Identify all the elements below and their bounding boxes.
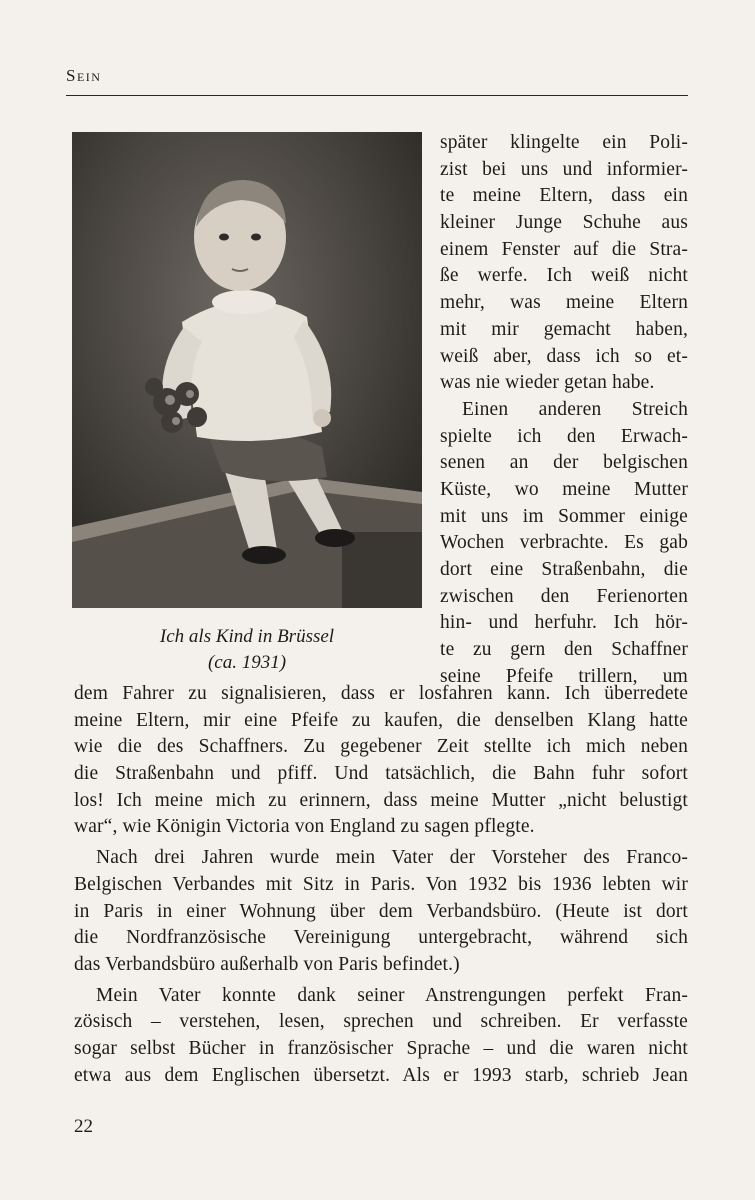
text-line: Belgischen Verbandes mit Sitz in Paris. Von 1932 bis 1936 lebten wir	[74, 873, 688, 895]
narrow-text-column	[440, 130, 688, 690]
text-line: sogar selbst Bücher in französischer Sprache – und die waren nicht	[74, 1037, 688, 1059]
caption-line: (ca. 1931)	[207, 652, 287, 673]
text-line: Küste, wo meine Mutter	[440, 478, 688, 500]
text-line: kleiner Junge Schuhe aus	[440, 212, 688, 234]
text-line: später klingelte ein Poli-	[440, 132, 688, 153]
text-line: te meine Eltern, dass ein	[440, 185, 688, 207]
photo-caption	[72, 624, 422, 676]
text-line: die Straßenbahn und pfiff. Und tatsächlich, die Bahn fuhr sofort	[74, 763, 688, 785]
text-line: hin- und herfuhr. Ich hör-	[440, 612, 688, 634]
text-line: mit uns im Sommer einige	[440, 505, 688, 527]
text-line: Nach drei Jahren wurde mein Vater der Vorsteher des Franco-	[96, 847, 688, 869]
text-line: meine Eltern, mir eine Pfeife zu kaufen, die denselben Klang hatte	[74, 709, 688, 731]
text-line: te zu gern den Schaffner	[440, 639, 688, 661]
page-number: 22	[74, 1116, 93, 1137]
caption-line: Ich als Kind in Brüssel	[159, 626, 335, 647]
text-line: mit mir gemacht haben,	[440, 318, 688, 340]
text-line: Mein Vater konnte dank seiner Anstrengungen perfekt Fran-	[96, 984, 688, 1006]
text-line: in Paris in einer Wohnung über dem Verbandsbüro. (Heute ist dort	[74, 900, 688, 922]
text-line: zösisch – verstehen, lesen, sprechen und schreiben. Er verfasste	[74, 1011, 688, 1033]
text-line: das Verbandsbüro außerhalb von Paris befindet.)	[74, 953, 460, 975]
text-line: spielte ich den Erwach-	[440, 425, 688, 447]
text-line: wie die des Schaffners. Zu gegebener Zeit stellte ich mich neben	[74, 736, 688, 758]
text-line: mehr, was meine Eltern	[440, 292, 688, 314]
text-line: dem Fahrer zu signalisieren, dass er losfahren kann. Ich überredete	[74, 683, 688, 704]
full-width-text	[74, 681, 688, 1089]
text-line: die Nordfranzösische Vereinigung untergebracht, während sich	[74, 927, 688, 949]
text-line: was nie wieder getan habe.	[440, 372, 655, 394]
text-line: zwischen den Ferienorten	[440, 585, 688, 607]
text-line: einem Fenster auf die Stra-	[440, 238, 688, 260]
text-line: los! Ich meine mich zu erinnern, dass meine Mutter „nicht belustigt	[74, 789, 688, 811]
text-line: Einen anderen Streich	[462, 398, 688, 420]
text-line: seine Pfeife trillern, um	[440, 665, 688, 687]
text-line: dort eine Straßenbahn, die	[440, 559, 688, 580]
photo-illustration	[72, 132, 422, 608]
header-rule	[66, 95, 688, 96]
text-line: Wochen verbrachte. Es gab	[440, 532, 688, 554]
text-line: weiß aber, dass ich so et-	[440, 345, 688, 367]
text-line: war“, wie Königin Victoria von England zu sagen pflegte.	[74, 816, 535, 838]
text-line: senen an der belgischen	[440, 452, 688, 474]
child-photograph	[72, 132, 422, 608]
text-line: etwa aus dem Englischen übersetzt. Als er 1993 starb, schrieb Jean	[74, 1064, 688, 1086]
text-line: ße werfe. Ich weiß nicht	[440, 265, 688, 287]
text-line: zist bei uns und informier-	[440, 158, 688, 180]
running-head: Sein	[66, 66, 102, 85]
